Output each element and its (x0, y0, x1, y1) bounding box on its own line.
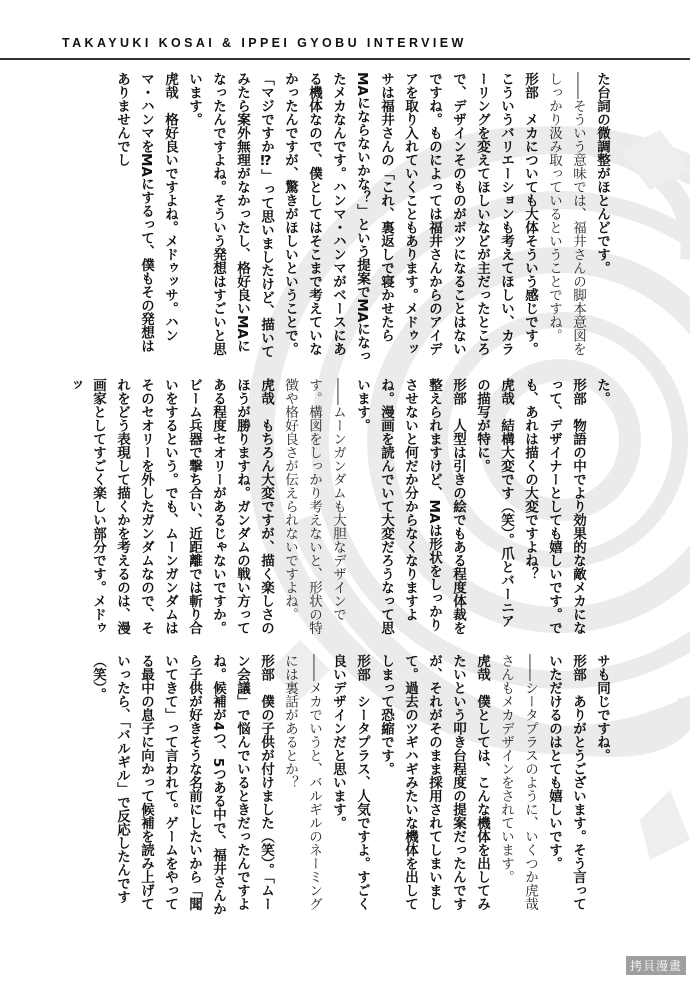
top-answer-kosai: 虎哉 格好良いですよね。メドゥッサ。ハンマ・ハンマをMAにするって、僕もその発想はありませんでし (114, 72, 178, 353)
mid-question: ――ムーンガンダムも大胆なデザインです。構図をしっかり考えないと、形状の特徴や格好良さが伝えられないですよね。 (282, 378, 346, 635)
bottom-answer-kosai: 虎哉 僕としては、こんな機体を出してみたいという叩き台程度の提案だったんですが、それがそのまま採用されてしまいまして。過去のツギハギみたいな機体を出してしまって恐縮です。 (378, 654, 490, 911)
speaker-gyobu: 形部 (570, 654, 586, 681)
bottom-line-end: （笑）。 (90, 654, 106, 702)
mid-answer-gyobu-2: 形部 人型は引きの絵でもある程度体裁を整えられますけど、MAは形状をしっかりさせないと何だか分からなくなりますよね。漫画を読んでいて大変だろうなって思います。 (354, 378, 466, 635)
column-top (24, 72, 614, 364)
mid-answer-kosai-2: 虎哉 もちろん大変ですが、描く楽しさのほうが勝りますね。ガンダムの戦い方ってある程度セオリーがあるじゃないですか。ビーム兵器で撃ち合い、近距離では斬り合いをするという。でも、ムーンガンダムはそのセオリーを外したガンダムなので、それをどう表現して描くかを考えるのは、漫画家としてすごく楽しい部分です。メドゥッ (66, 378, 274, 635)
watermark-badge: 拷貝漫畫 (626, 956, 686, 975)
speaker-gyobu: 形部 (570, 378, 586, 405)
speaker-gyobu: 形部 (258, 654, 274, 681)
page-header: TAKAYUKI KOSAI & IPPEI GYOBU INTERVIEW (62, 36, 467, 50)
speaker-kosai: 虎哉 (258, 378, 274, 405)
bottom-question-2: ――メカでいうと、バルギルのネーミングには裏話があるとか？ (282, 654, 322, 911)
speaker-kosai: 虎哉 (474, 654, 490, 681)
top-line-1: た台詞の微調整がほとんどです。 (594, 72, 610, 275)
column-middle (24, 378, 614, 636)
top-question-1: ――そういう意味では、福井さんの脚本意図をしっかり汲み取っているということですね。 (546, 72, 586, 356)
bottom-answer-gyobu-1: 形部 ありがとうございます。そう言っていただけるのはとても嬉しいです。 (546, 654, 586, 911)
mid-answer-gyobu-1: 形部 物語の中でより効果的な敵メカになって、デザイナーとしても嬉しいです。でも、あれは描くの大変ですよね？ (522, 378, 586, 635)
bottom-line-1: サも同じですね。 (594, 654, 610, 762)
speaker-gyobu: 形部 (354, 654, 370, 681)
column-bottom (24, 654, 614, 916)
top-answer-gyobu: 形部 メカについても大体そういう感じです。こういうバリエーションも考えてほしい、カラーリングを変えてほしいなどが主だったところで、デザインそのものがボツになることはないですね。ものによっては福井さんからのアイデアを取り入れていくこともあります。メドゥッサは福井さんの「これ、裏返しで寝かせたらMAにならないかな？」という提案でMAになったメカなんです。ハンマ・ハンマがベースにある機体なので、僕としてはそこまで考えていなかったんですが、驚きがほしいということで。「マジですか⁉」って思いましたけど、描いてみたら案外無理がなかったし、格好良いMAになったんですよね。そういう発想はすごいと思います。 (186, 72, 538, 363)
mid-line-1: た。 (594, 378, 610, 405)
speaker-gyobu: 形部 (522, 72, 538, 99)
bottom-answer-gyobu-2: 形部 シータプラス、人気ですよ。すごく良いデザインだと思います。 (330, 654, 370, 911)
bottom-answer-gyobu-3: 形部 僕の子供が付けました（笑）。「ムーン会議」で悩んでいるときだったんですよね。候補が4つ、5つある中で、福井さんから子供が好きそうな名前にしたいから「聞いてきて」って言われて。ゲームをやってる最中の息子に向かって候補を読み上げていったら、「バルギル」で反応したんです (114, 654, 274, 916)
speaker-gyobu: 形部 (450, 378, 466, 405)
speaker-kosai: 虎哉 (498, 378, 514, 405)
speaker-kosai: 虎哉 (162, 72, 178, 99)
bottom-question-1: ――シータプラスのように、いくつか虎哉さんもメカデザインをされています。 (498, 654, 538, 911)
mid-answer-kosai-1: 虎哉 結構大変です（笑）。爪とバーニアの描写が特に。 (474, 378, 514, 628)
